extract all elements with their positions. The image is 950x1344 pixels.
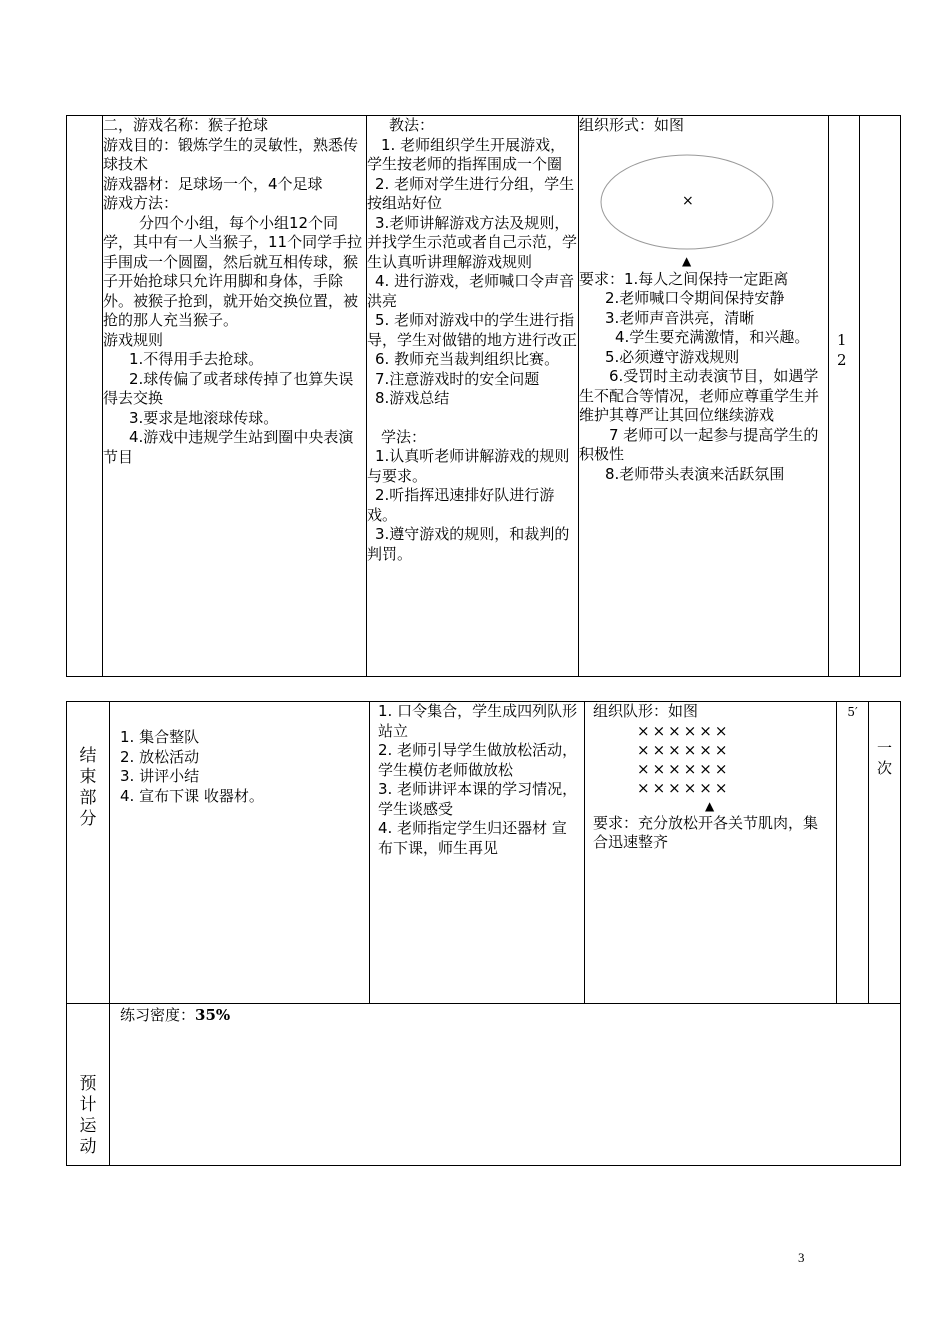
method-item: 2. 老师引导学生做放松活动，学生模仿老师做放松 <box>378 741 578 779</box>
forecast-label-cell <box>67 1004 110 1166</box>
time-cell: 5′ <box>837 702 869 1004</box>
method-title: 教法： <box>389 116 435 134</box>
formation-row: ×××××× <box>637 759 731 778</box>
content-item: 4. 宣布下课 收器材。 <box>120 786 264 805</box>
section-cell <box>67 116 103 677</box>
method-item: 2. 老师对学生进行分组，学生按组站好位 <box>367 174 575 212</box>
method-item: 7.注意游戏时的安全问题 <box>375 369 540 388</box>
method-cell <box>370 702 585 1004</box>
center-mark: × <box>682 192 694 209</box>
requirement-text: 要求：充分放松开各关节肌肉，集合迅速整齐 <box>593 813 819 851</box>
content-cell <box>103 116 367 677</box>
game-name: 二，游戏名称：猴子抢球 <box>103 116 269 134</box>
method-item: 3.老师讲解游戏方法及规则，并找学生示范或者自己示范，学生认真听讲理解游戏规则 <box>367 213 578 271</box>
method-item: 1. 老师组织学生开展游戏，学生按老师的指挥围成一个圈 <box>367 135 566 173</box>
count-cell <box>860 116 901 677</box>
requirement-item: 4.学生要充满激情，和兴趣。 <box>615 328 810 346</box>
count-cell <box>869 702 901 1004</box>
requirement-item: 5.必须遵守游戏规则 <box>605 347 740 366</box>
density-cell <box>110 1004 901 1166</box>
formation-row: ×××××× <box>637 721 731 740</box>
time-cell: 1 2 <box>829 116 860 677</box>
org-title: 组织队形：如图 <box>593 702 699 720</box>
count-value: 一次 <box>877 739 893 777</box>
method-item: 1. 口令集合，学生成四列队形站立 <box>378 702 578 740</box>
density-label: 练习密度： <box>120 1006 196 1024</box>
requirement-item: 7 老师可以一起参与提高学生的积极性 <box>579 425 819 463</box>
circle-svg <box>579 136 819 270</box>
teacher-icon: ▲ <box>705 798 715 813</box>
game-purpose: 游戏目的：锻炼学生的灵敏性，熟悉传球技术 <box>103 135 359 173</box>
content-item: 3. 讲评小结 <box>120 767 200 785</box>
requirement-item: 3.老师声音洪亮，清晰 <box>605 308 755 327</box>
lesson-table-game <box>66 115 901 677</box>
formation-row: ×××××× <box>637 740 731 759</box>
study-item: 2.听指挥迅速排好队进行游戏。 <box>367 486 555 524</box>
method-item: 8.游戏总结 <box>375 389 450 407</box>
study-item: 3.遵守游戏的规则，和裁判的判罚。 <box>367 525 570 563</box>
content-item: 2. 放松活动 <box>120 747 200 766</box>
teacher-icon: ▲ <box>682 253 692 268</box>
lesson-table-ending <box>66 701 901 1166</box>
rule-item: 4.游戏中违规学生站到圈中央表演节目 <box>103 428 354 466</box>
method-item: 6. 教师充当裁判组织比赛。 <box>375 350 560 368</box>
requirement-item: 要求：1.每人之间保持一定距离 <box>579 269 789 288</box>
organization-cell <box>585 702 837 1004</box>
content-item: 1. 集合整队 <box>120 728 200 746</box>
requirement-item: 6.受罚时主动表演节目，如遇学生不配合等情况，老师应尊重学生并维护其尊严让其回位继续游戏 <box>579 367 820 424</box>
organization-cell <box>579 116 829 677</box>
requirement-item: 2.老师喊口令期间保持安静 <box>605 289 785 307</box>
study-title: 学法： <box>381 427 427 446</box>
page-number: 3 <box>798 1250 805 1265</box>
game-method-title: 游戏方法： <box>103 194 179 212</box>
circle-diagram <box>579 136 828 270</box>
rule-item: 3.要求是地滚球传球。 <box>129 408 279 427</box>
density-value: 35% <box>195 1006 231 1024</box>
game-equipment: 游戏器材：足球场一个，4个足球 <box>103 174 323 193</box>
section-label-cell <box>67 702 110 1004</box>
method-cell <box>367 116 579 677</box>
section-label: 结束部分 <box>79 746 97 829</box>
method-item: 4. 老师指定学生归还器材 宣布下课，师生再见 <box>378 819 567 857</box>
rule-item: 1.不得用手去抢球。 <box>129 350 264 368</box>
game-rules-title: 游戏规则 <box>103 330 164 349</box>
study-item: 1.认真听老师讲解游戏的规则与要求。 <box>367 447 570 485</box>
forecast-label: 预计运动 <box>79 1074 97 1157</box>
method-item: 5. 老师对游戏中的学生进行指导，学生对做错的地方进行改正 <box>367 311 578 349</box>
requirement-item: 8.老师带头表演来活跃氛围 <box>605 464 785 483</box>
method-item: 3. 老师讲评本课的学习情况，学生谈感受 <box>378 780 578 818</box>
game-method: 分四个小组，每个小组12个同学，其中有一人当猴子，11个同学手拉手围成一个圆圈，然后就互相传球，猴子开始抢球只允许用脚和身体，手除外。被猴子抢到，就开始交换位置，被抢的那人充当猴子。 <box>103 213 363 329</box>
content-cell <box>110 702 370 1004</box>
org-title: 组织形式：如图 <box>579 116 685 134</box>
rule-item: 2.球传偏了或者球传掉了也算失误得去交换 <box>103 369 354 407</box>
formation-row: ×××××× <box>637 778 731 797</box>
method-item: 4. 进行游戏，老师喊口令声音洪亮 <box>367 272 575 310</box>
